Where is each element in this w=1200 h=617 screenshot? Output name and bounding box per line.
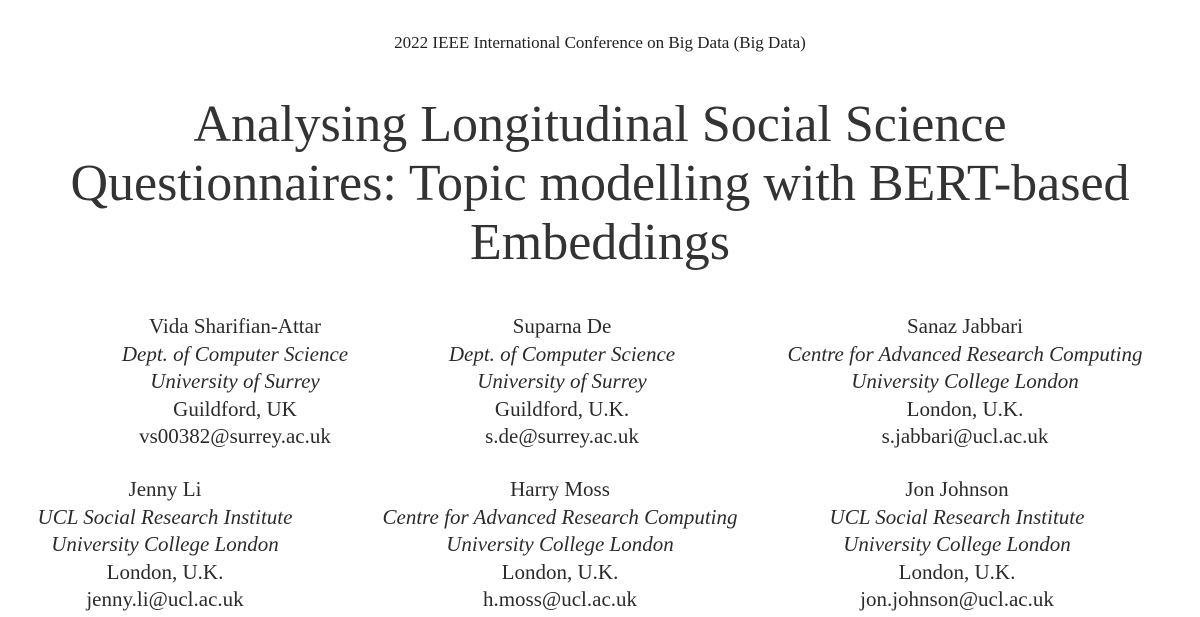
author-name: Sanaz Jabbari <box>906 314 1024 338</box>
author-location: London, U.K. <box>898 559 1016 584</box>
title-line: Analysing Longitudinal Social Science <box>193 96 1007 153</box>
author-organization: University College London <box>51 532 279 556</box>
author-block <box>100 313 370 451</box>
author-name: Suparna De <box>512 314 612 338</box>
author-location: Guildford, UK <box>173 396 297 421</box>
title-line: Questionnaires: Topic modelling with BERT-based <box>70 155 1130 212</box>
author-name: Harry Moss <box>510 477 610 501</box>
author-block <box>412 313 712 451</box>
author-block <box>0 476 330 614</box>
author-department: Centre for Advanced Research Computing <box>382 504 738 529</box>
author-block <box>760 313 1170 451</box>
title-line: Embeddings <box>470 214 730 271</box>
author-email: s.jabbari@ucl.ac.uk <box>881 424 1049 448</box>
author-block <box>792 476 1122 614</box>
author-name: Vida Sharifian-Attar <box>149 314 321 338</box>
author-name: Jon Johnson <box>905 477 1009 501</box>
author-name: Jenny Li <box>128 477 202 501</box>
author-department: Dept. of Computer Science <box>448 341 676 366</box>
author-email: s.de@surrey.ac.uk <box>485 424 639 448</box>
paper-title <box>0 95 1200 272</box>
author-organization: University College London <box>843 532 1071 556</box>
author-department: UCL Social Research Institute <box>829 504 1085 529</box>
author-email: jon.johnson@ucl.ac.uk <box>860 587 1054 611</box>
author-location: London, U.K. <box>906 396 1024 421</box>
author-organization: University College London <box>851 369 1079 393</box>
conference-header: 2022 IEEE International Conference on Big Data (Big Data) <box>394 33 806 52</box>
author-department: Centre for Advanced Research Computing <box>787 341 1143 366</box>
author-organization: University College London <box>446 532 674 556</box>
author-email: jenny.li@ucl.ac.uk <box>86 587 244 611</box>
author-email: h.moss@ucl.ac.uk <box>482 587 638 611</box>
author-department: Dept. of Computer Science <box>121 341 349 366</box>
author-organization: University of Surrey <box>150 369 320 393</box>
author-location: Guildford, U.K. <box>494 396 630 421</box>
author-organization: University of Surrey <box>477 369 647 393</box>
author-block <box>350 476 770 614</box>
author-location: London, U.K. <box>501 559 619 584</box>
author-email: vs00382@surrey.ac.uk <box>139 424 331 448</box>
author-department: UCL Social Research Institute <box>37 504 293 529</box>
author-location: London, U.K. <box>106 559 224 584</box>
